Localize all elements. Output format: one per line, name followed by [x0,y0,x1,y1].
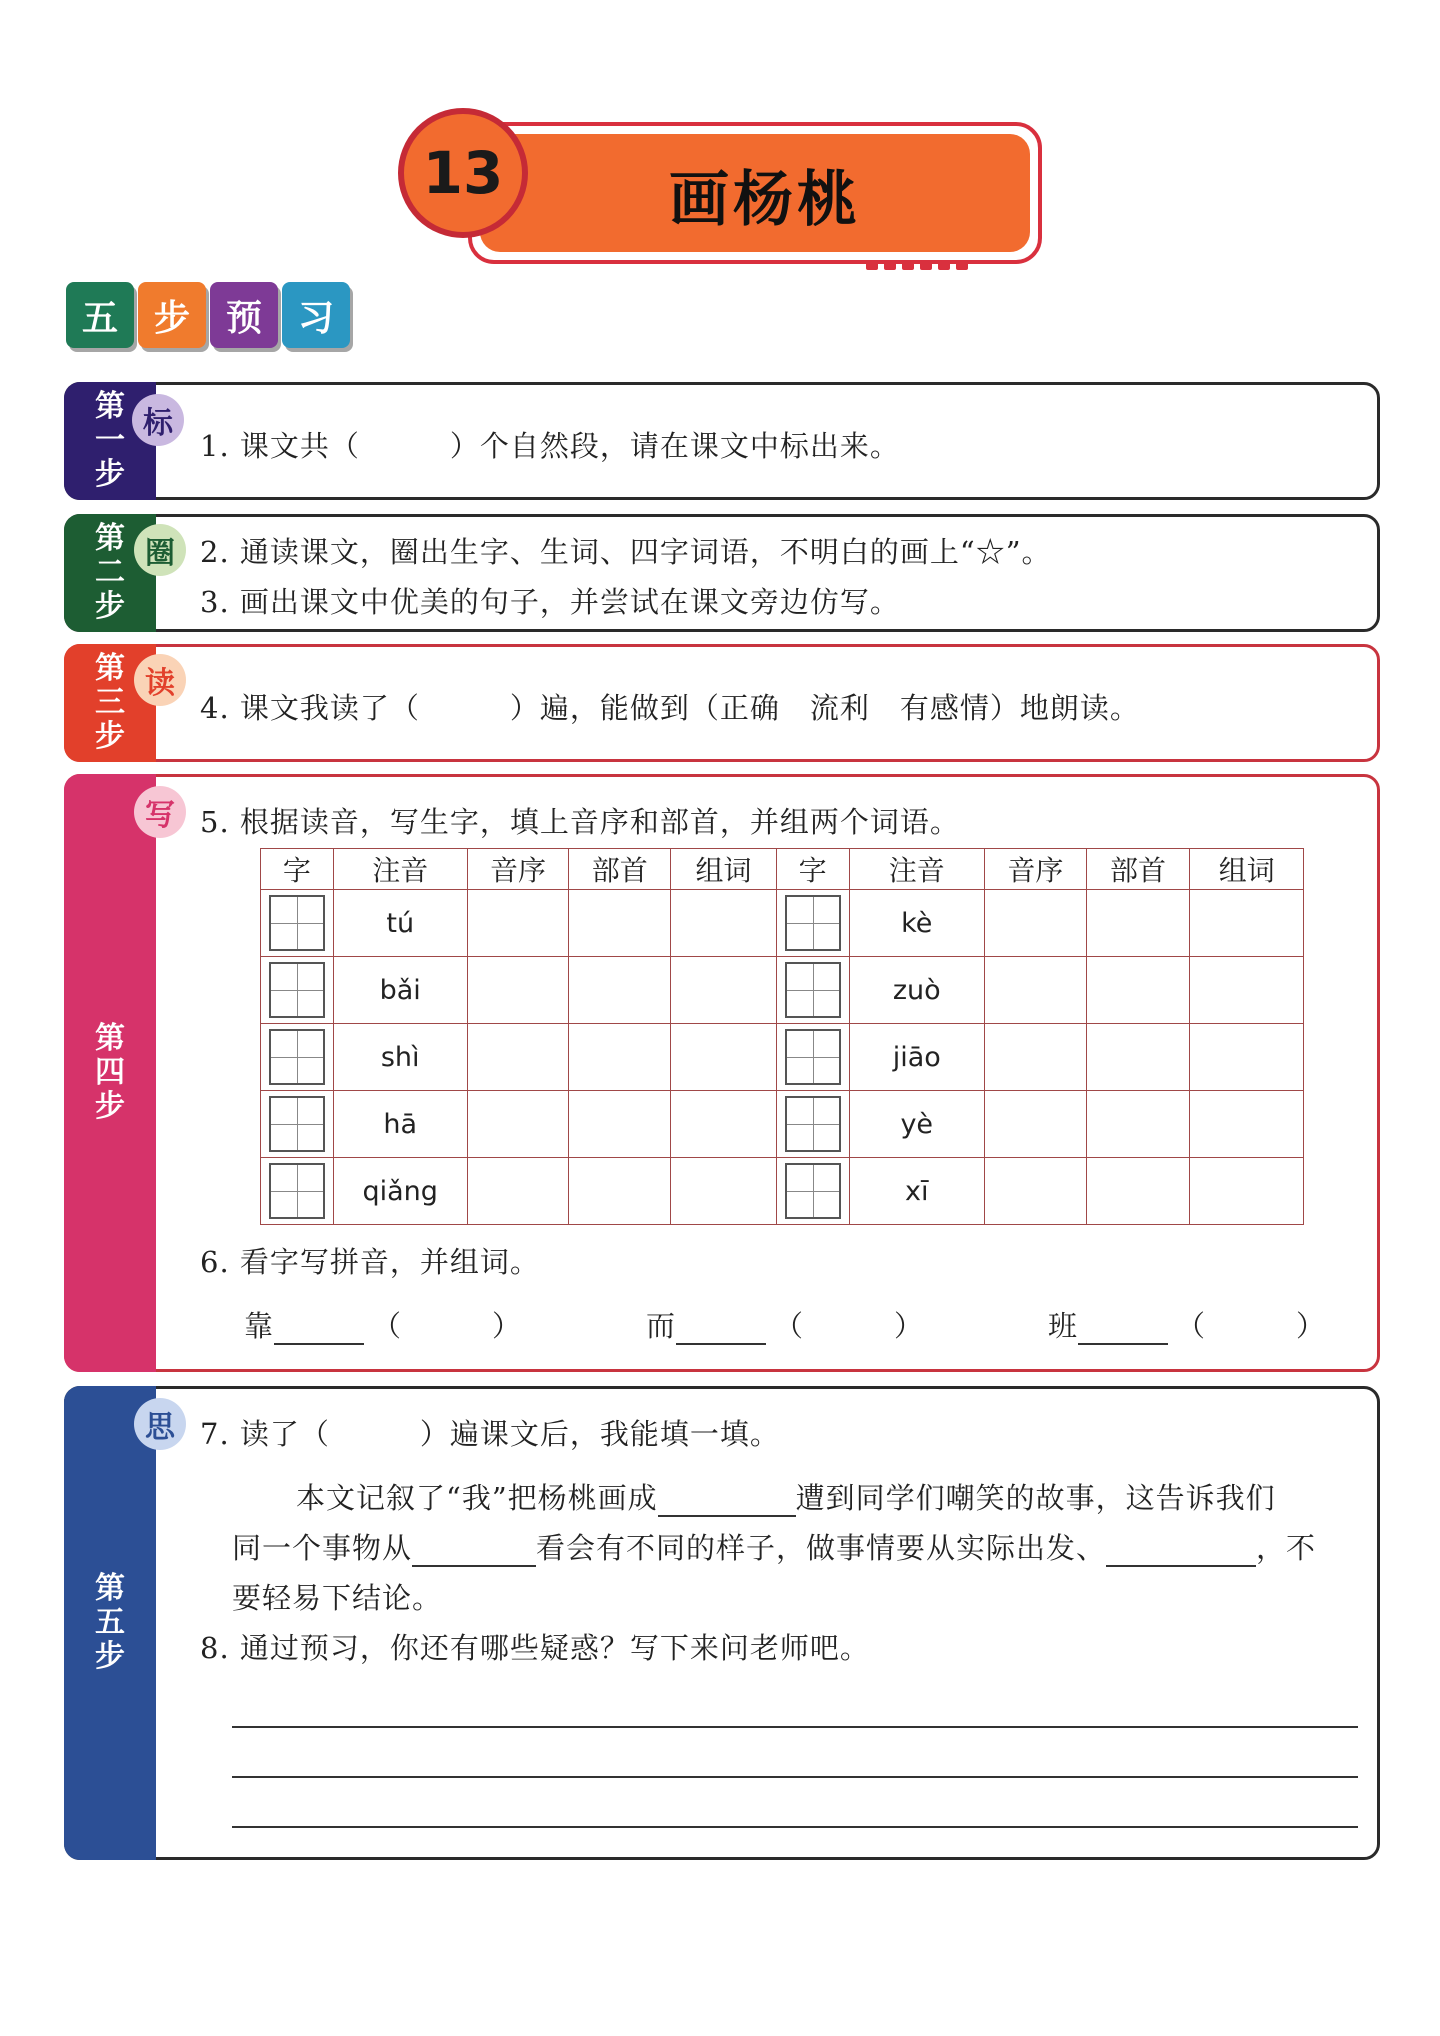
q2-text: 2. 通读课文，圈出生字、生词、四字词语，不明白的画上“☆”。 [200,535,1052,569]
q6-item [1048,1304,1326,1345]
table-row [261,1024,1304,1091]
header-cell: 部首 [1086,849,1190,890]
pinyin-cell: shì [333,1024,467,1091]
q3-text: 3. 画出课文中优美的句子，并尝试在课文旁边仿写。 [200,585,900,619]
answer-cell[interactable] [1190,1158,1304,1225]
answer-cell[interactable] [1190,957,1304,1024]
q5-text: 5. 根据读音，写生字，填上音序和部首，并组两个词语。 [200,805,960,839]
answer-cell[interactable] [569,1091,671,1158]
tian-grid-box[interactable] [269,895,325,951]
table-row [261,957,1304,1024]
header-cell: 部首 [569,849,671,890]
answer-cell[interactable] [569,1024,671,1091]
answer-cell[interactable] [671,1091,777,1158]
q6-char: 而 [646,1309,677,1343]
header-cell: 音序 [985,849,1087,890]
banner-dot [956,260,968,270]
banner-dot [866,260,878,270]
q8-text: 8. 通过预习，你还有哪些疑惑？写下来问老师吧。 [200,1631,870,1665]
tian-grid-box[interactable] [785,1029,841,1085]
step4-label: 第 四 步 [64,774,156,1372]
header-cell: 注音 [849,849,984,890]
lesson-title: 画杨桃 [669,165,861,235]
answer-cell[interactable] [467,1091,569,1158]
answer-blank[interactable] [412,1537,536,1567]
table-header-row [261,849,1304,890]
header-cell: 音序 [467,849,569,890]
q7-para-line3: 要轻易下结论。 [232,1581,443,1615]
open-paren: （ [372,1309,403,1343]
banner-dot [920,260,932,270]
answer-cell[interactable] [467,890,569,957]
answer-cell[interactable] [1086,957,1190,1024]
q6-item [646,1304,924,1345]
writing-line[interactable] [232,1776,1358,1778]
step5-label: 第 五 步 [64,1386,156,1860]
answer-cell[interactable] [467,1158,569,1225]
writing-line[interactable] [232,1826,1358,1828]
answer-blank[interactable] [1106,1537,1256,1567]
answer-cell[interactable] [985,957,1087,1024]
answer-cell[interactable] [671,957,777,1024]
pinyin-cell: jiāo [849,1024,984,1091]
table-row [261,890,1304,957]
pinyin-blank[interactable] [676,1315,766,1345]
tian-grid-box[interactable] [785,1096,841,1152]
circle-tag-icon: 圈 [134,524,186,576]
tian-grid-box[interactable] [269,1029,325,1085]
answer-cell[interactable] [671,890,777,957]
five-step-tile: 习 [282,282,350,348]
answer-cell[interactable] [1190,1091,1304,1158]
open-paren: （ [1176,1309,1207,1343]
writing-line[interactable] [232,1726,1358,1728]
pinyin-cell: bǎi [333,957,467,1024]
close-paren: ） [894,1309,925,1343]
five-step-tile: 步 [138,282,206,348]
mark-tag-icon: 标 [132,394,184,446]
write-tag-icon: 写 [134,786,186,838]
step1-label: 第 一 步 [64,382,156,500]
q7-para-line2: 同一个事物从 看会有不同的样子，做事情要从实际出发、 ，不 [232,1531,1317,1565]
close-paren: ） [492,1309,523,1343]
header-cell: 字 [776,849,849,890]
banner-dot [938,260,950,270]
answer-cell[interactable] [1086,1091,1190,1158]
close-paren: ） [1296,1309,1327,1343]
step5-panel [64,1386,1380,1860]
lesson-number-badge: 13 [398,108,528,238]
pinyin-cell: zuò [849,957,984,1024]
open-paren: （ [774,1309,805,1343]
five-step-tile: 预 [210,282,278,348]
step2-label: 第 二 步 [64,514,156,632]
q4-text: 4. 课文我读了（ ）遍，能做到（正确 流利 有感情）地朗读。 [200,691,1140,725]
pinyin-cell: qiǎng [333,1158,467,1225]
answer-cell[interactable] [569,957,671,1024]
q6-char: 靠 [244,1309,275,1343]
answer-cell[interactable] [467,1024,569,1091]
q7-text: 7. 读了（ ）遍课文后，我能填一填。 [200,1417,780,1451]
q7-para-line1: 本文记叙了“我”把杨桃画成 遭到同学们嘲笑的故事，这告诉我们 [296,1481,1276,1515]
answer-cell[interactable] [1086,1158,1190,1225]
character-table [260,848,1304,1225]
header-cell: 组词 [671,849,777,890]
answer-cell[interactable] [1190,890,1304,957]
answer-cell[interactable] [671,1024,777,1091]
answer-cell[interactable] [985,1091,1087,1158]
tian-grid-box[interactable] [785,1163,841,1219]
answer-cell[interactable] [1086,1024,1190,1091]
answer-cell[interactable] [671,1158,777,1225]
tian-grid-box[interactable] [785,962,841,1018]
answer-cell[interactable] [985,1024,1087,1091]
pinyin-cell: xī [849,1158,984,1225]
answer-cell[interactable] [569,1158,671,1225]
q6-char: 班 [1048,1309,1079,1343]
answer-cell[interactable] [985,1158,1087,1225]
answer-cell[interactable] [467,957,569,1024]
q6-text: 6. 看字写拼音，并组词。 [200,1245,540,1279]
q6-item [244,1304,522,1345]
pinyin-cell: hā [333,1091,467,1158]
tian-grid-box[interactable] [785,895,841,951]
banner-dot [884,260,896,270]
pinyin-cell: tú [333,890,467,957]
pinyin-cell: yè [849,1091,984,1158]
tian-grid-box[interactable] [269,1163,325,1219]
answer-cell[interactable] [985,890,1087,957]
pinyin-blank[interactable] [274,1315,364,1345]
header-cell: 组词 [1190,849,1304,890]
answer-cell[interactable] [569,890,671,957]
pinyin-cell: kè [849,890,984,957]
q1-text: 1. 课文共（ ）个自然段，请在课文中标出来。 [200,429,900,463]
table-row [261,1158,1304,1225]
banner-dot [902,260,914,270]
answer-cell[interactable] [1190,1024,1304,1091]
step3-label: 第 三 步 [64,644,156,762]
tian-grid-box[interactable] [269,1096,325,1152]
five-step-tile: 五 [66,282,134,348]
header-cell: 字 [261,849,334,890]
header-cell: 注音 [333,849,467,890]
think-tag-icon: 思 [134,1398,186,1450]
table-row [261,1091,1304,1158]
answer-cell[interactable] [1086,890,1190,957]
answer-blank[interactable] [658,1487,796,1517]
tian-grid-box[interactable] [269,962,325,1018]
pinyin-blank[interactable] [1078,1315,1168,1345]
read-tag-icon: 读 [134,654,186,706]
